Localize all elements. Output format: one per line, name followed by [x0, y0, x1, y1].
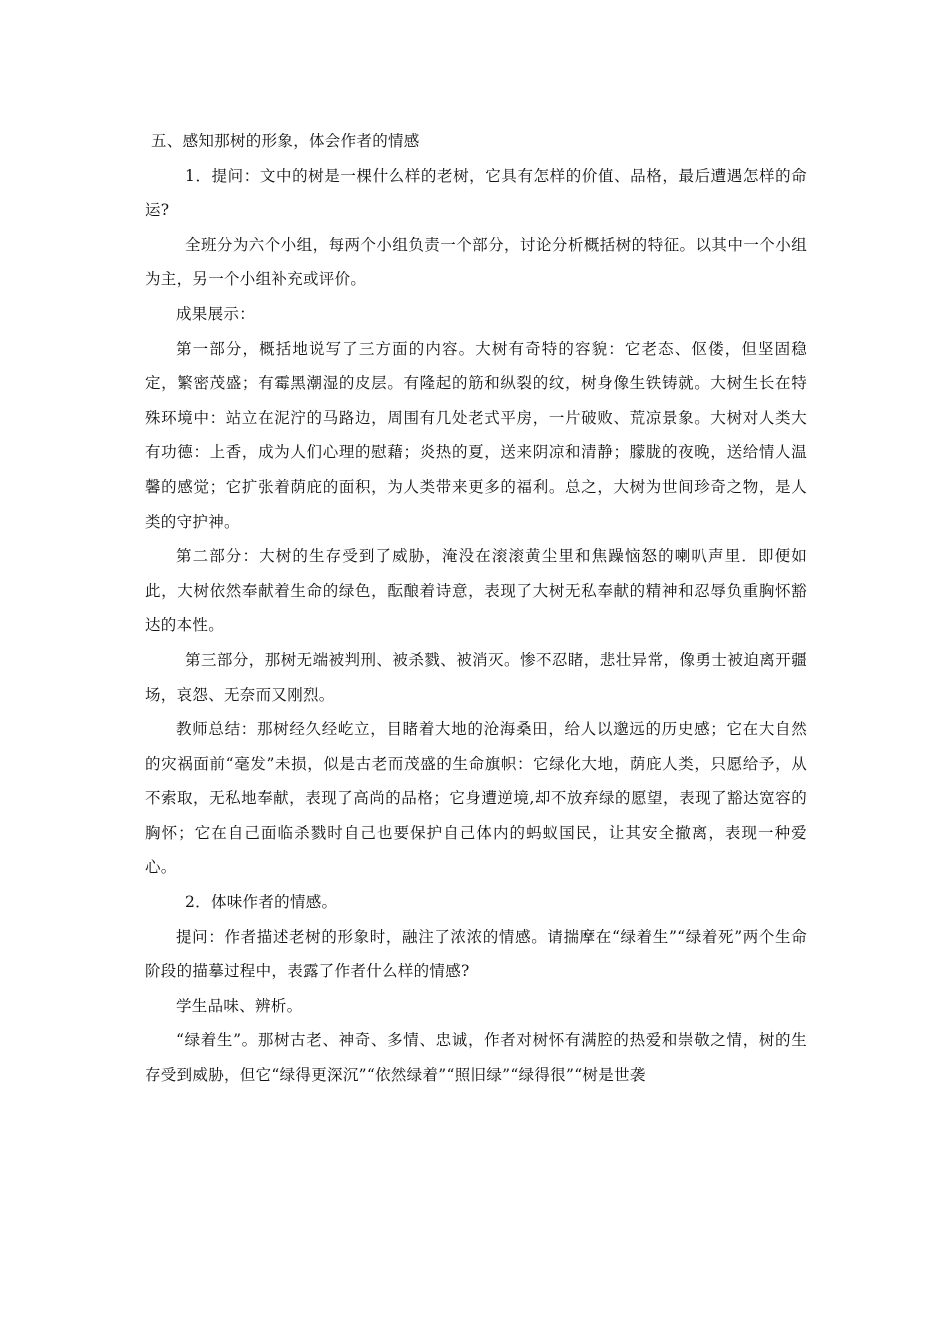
student-analysis-label: 学生品味、辨析。	[176, 996, 303, 1015]
question-1-paragraph: 1．提问：文中的树是一棵什么样的老树，它具有怎样的价值、品格，最后遭遇怎样的命运?	[145, 166, 807, 220]
green-life-paragraph: “绿着生”。那树古老、神奇、多情、忠诚，作者对树怀有满腔的热爱和崇敬之情，树的生存受到威胁，但它“绿得更深沉”“依然绿着”“照旧绿”“绿得很”“树是世袭	[145, 1031, 807, 1085]
group-discussion-paragraph: 全班分为六个小组，每两个小组负责一个部分，讨论分析概括树的特征。以其中一个小组为主，另一个小组补充或评价。	[145, 235, 807, 289]
document-body	[145, 124, 807, 1093]
question-2-heading: 2．体味作者的情感。	[185, 893, 338, 912]
part-one-paragraph: 第一部分，概括地说写了三方面的内容。大树有奇特的容貌：它老态、伛偻，但坚固稳定，繁密茂盛；有霉黑潮湿的皮层。有隆起的筋和纵裂的纹，树身像生铁铸就。大树生长在特殊环境中：站立在泥泞的马路边，周围有几处老式平房，一片破败、荒凉景象。大树对人类大有功德：上香，成为人们心理的慰藉；炎热的夏，送来阴凉和清静；朦胧的夜晚，送给情人温馨的感觉；它扩张着荫庇的面积，为人类带来更多的福利。总之，大树为世间珍奇之物，是人类的守护神。	[145, 339, 807, 531]
teacher-summary-paragraph: 教师总结：那树经久经屹立，目睹着大地的沧海桑田，给人以邈远的历史感；它在大自然的灾祸面前“毫发”未损，似是古老而茂盛的生命旗帜：它绿化大地，荫庇人类，只愿给予，从不索取，无私地奉献，表现了高尚的品格；它身遭逆境,却不放弃绿的愿望，表现了豁达宽容的胸怀；它在自己面临杀戮时自己也要保护自己体内的蚂蚁国民，让其安全撤离，表现一种爱心。	[145, 720, 807, 877]
section-heading: 五、感知那树的形象，体会作者的情感	[151, 132, 420, 150]
question-2-prompt: 提问：作者描述老树的形象时，融注了浓浓的情感。请揣摩在“绿着生”“绿着死”两个生命阶段的描摹过程中，表露了作者什么样的情感?	[145, 927, 807, 981]
part-two-paragraph: 第二部分：大树的生存受到了威胁，淹没在滚滚黄尘里和焦躁恼怒的喇叭声里．即便如此，大树依然奉献着生命的绿色，酝酿着诗意，表现了大树无私奉献的精神和忍辱负重胸怀豁达的本性。	[145, 547, 807, 635]
part-three-paragraph: 第三部分，那树无端被判刑、被杀戮、被消灭。惨不忍睹，悲壮异常，像勇士被迫离开疆场，哀怨、无奈而又刚烈。	[145, 650, 807, 704]
results-label: 成果展示：	[176, 304, 256, 323]
